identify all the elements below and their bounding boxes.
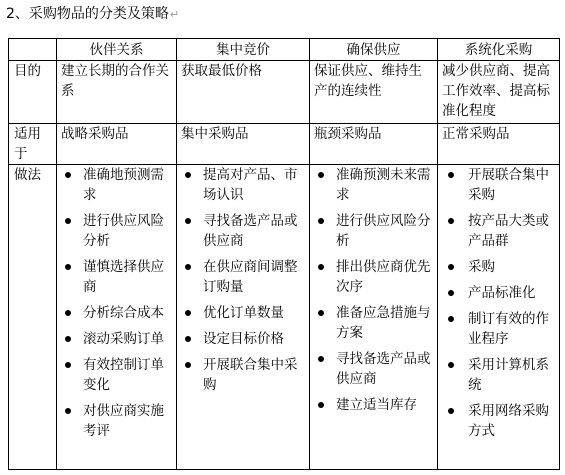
header-cell-corner xyxy=(9,39,57,61)
bullet-icon xyxy=(448,408,454,414)
bullet-icon xyxy=(318,310,324,316)
list-item xyxy=(442,309,555,349)
list-item xyxy=(314,257,433,297)
bullet-icon xyxy=(185,310,191,316)
list-item xyxy=(181,329,305,349)
list-item xyxy=(61,329,172,349)
applies-cell-ensure-supply: 瓶颈采购品 xyxy=(310,124,438,165)
header-cell-partnership: 伙伴关系 xyxy=(57,39,177,61)
table-row-goal xyxy=(9,61,560,124)
bullet-icon xyxy=(185,264,191,270)
list-item-text: 有效控制订单变化 xyxy=(83,357,164,393)
list-item-text: 提高对产品、市场认识 xyxy=(203,167,298,203)
list-item-text: 进行供应风险分析 xyxy=(336,213,431,249)
list-item xyxy=(314,303,433,343)
list-item-text: 按产品大类或产品群 xyxy=(468,213,549,249)
method-cell-ensure-supply xyxy=(310,165,438,470)
list-item-text: 开展联合集中采购 xyxy=(468,167,549,203)
method-cell-competitive-bidding xyxy=(177,165,310,470)
bullet-icon xyxy=(65,336,71,342)
row-label-applies: 适用于 xyxy=(9,124,57,165)
method-cell-systematic-purchasing xyxy=(438,165,560,470)
applies-cell-systematic-purchasing: 正常采购品 xyxy=(438,124,560,165)
applies-cell-partnership: 战略采购品 xyxy=(57,124,177,165)
list-item xyxy=(181,355,305,395)
goal-cell-partnership: 建立长期的合作关系 xyxy=(57,61,177,124)
section-heading-text: 2、采购物品的分类及策略 xyxy=(6,6,169,22)
list-item-text: 寻找备选产品或供应商 xyxy=(336,351,431,387)
list-item xyxy=(442,257,555,277)
list-item-text: 设定目标价格 xyxy=(203,331,284,347)
list-item xyxy=(61,303,172,323)
list-item-text: 制订有效的作业程序 xyxy=(468,311,549,347)
bullet-icon xyxy=(65,218,71,224)
bullet-icon xyxy=(65,172,71,178)
paragraph-mark-icon: ↵ xyxy=(169,8,180,21)
bullet-icon xyxy=(318,402,324,408)
bullet-icon xyxy=(318,356,324,362)
list-item-text: 准确预测未来需求 xyxy=(336,167,431,203)
list-item-text: 采购 xyxy=(468,259,495,275)
list-item xyxy=(61,401,172,441)
list-item-text: 排出供应商优先次序 xyxy=(336,259,431,295)
list-item xyxy=(61,257,172,297)
bullet-icon xyxy=(65,408,71,414)
list-item-text: 产品标准化 xyxy=(468,285,536,301)
bullet-icon xyxy=(185,172,191,178)
list-item xyxy=(314,349,433,389)
bullet-icon xyxy=(65,362,71,368)
list-item-text: 对供应商实施考评 xyxy=(83,403,164,439)
bullet-icon xyxy=(318,264,324,270)
list-item xyxy=(181,165,305,205)
list-item-text: 寻找备选产品或供应商 xyxy=(203,213,298,249)
section-heading xyxy=(6,5,179,24)
goal-cell-competitive-bidding: 获取最低价格 xyxy=(177,61,310,124)
list-item xyxy=(314,211,433,251)
header-cell-ensure-supply: 确保供应 xyxy=(310,39,438,61)
list-item xyxy=(314,165,433,205)
method-list-systematic-purchasing xyxy=(442,165,555,441)
list-item-text: 准备应急措施与方案 xyxy=(336,305,431,341)
table-row-applies xyxy=(9,124,560,165)
list-item xyxy=(442,355,555,395)
row-label-goal: 目的 xyxy=(9,61,57,124)
list-item xyxy=(61,355,172,395)
header-cell-systematic-purchasing: 系统化采购 xyxy=(438,39,560,61)
row-label-method: 做法 xyxy=(9,165,57,470)
list-item-text: 在供应商间调整订购量 xyxy=(203,259,298,295)
bullet-icon xyxy=(448,290,454,296)
applies-cell-competitive-bidding: 集中采购品 xyxy=(177,124,310,165)
goal-cell-systematic-purchasing: 减少供应商、提高工作效率、提高标准化程度 xyxy=(438,61,560,124)
bullet-icon xyxy=(448,362,454,368)
table-header-row xyxy=(9,39,560,61)
list-item-text: 采用计算机系统 xyxy=(468,357,549,393)
bullet-icon xyxy=(448,172,454,178)
bullet-icon xyxy=(318,172,324,178)
method-list-partnership xyxy=(61,165,172,441)
list-item xyxy=(181,211,305,251)
bullet-icon xyxy=(185,218,191,224)
table-row-method xyxy=(9,165,560,470)
bullet-icon xyxy=(65,310,71,316)
list-item xyxy=(181,257,305,297)
list-item-text: 滚动采购订单 xyxy=(83,331,164,347)
list-item-text: 准确地预测需求 xyxy=(83,167,164,203)
list-item xyxy=(61,165,172,205)
bullet-icon xyxy=(448,218,454,224)
list-item xyxy=(181,303,305,323)
bullet-icon xyxy=(185,336,191,342)
method-list-ensure-supply xyxy=(314,165,433,415)
list-item-text: 谨慎选择供应商 xyxy=(83,259,164,295)
list-item xyxy=(442,283,555,303)
list-item-text: 分析综合成本 xyxy=(83,305,164,321)
procurement-strategy-table xyxy=(8,38,560,470)
list-item-text: 进行供应风险分析 xyxy=(83,213,164,249)
list-item-text: 开展联合集中采购 xyxy=(203,357,298,393)
list-item xyxy=(314,395,433,415)
list-item-text: 优化订单数量 xyxy=(203,305,284,321)
method-cell-partnership xyxy=(57,165,177,470)
list-item-text: 建立适当库存 xyxy=(336,397,417,413)
list-item-text: 采用网络采购方式 xyxy=(468,403,549,439)
list-item xyxy=(442,401,555,441)
header-cell-competitive-bidding: 集中竞价 xyxy=(177,39,310,61)
goal-cell-ensure-supply: 保证供应、维持生产的连续性 xyxy=(310,61,438,124)
bullet-icon xyxy=(448,316,454,322)
method-list-competitive-bidding xyxy=(181,165,305,395)
list-item xyxy=(442,165,555,205)
bullet-icon xyxy=(448,264,454,270)
bullet-icon xyxy=(318,218,324,224)
list-item xyxy=(442,211,555,251)
list-item xyxy=(61,211,172,251)
bullet-icon xyxy=(65,264,71,270)
bullet-icon xyxy=(185,362,191,368)
